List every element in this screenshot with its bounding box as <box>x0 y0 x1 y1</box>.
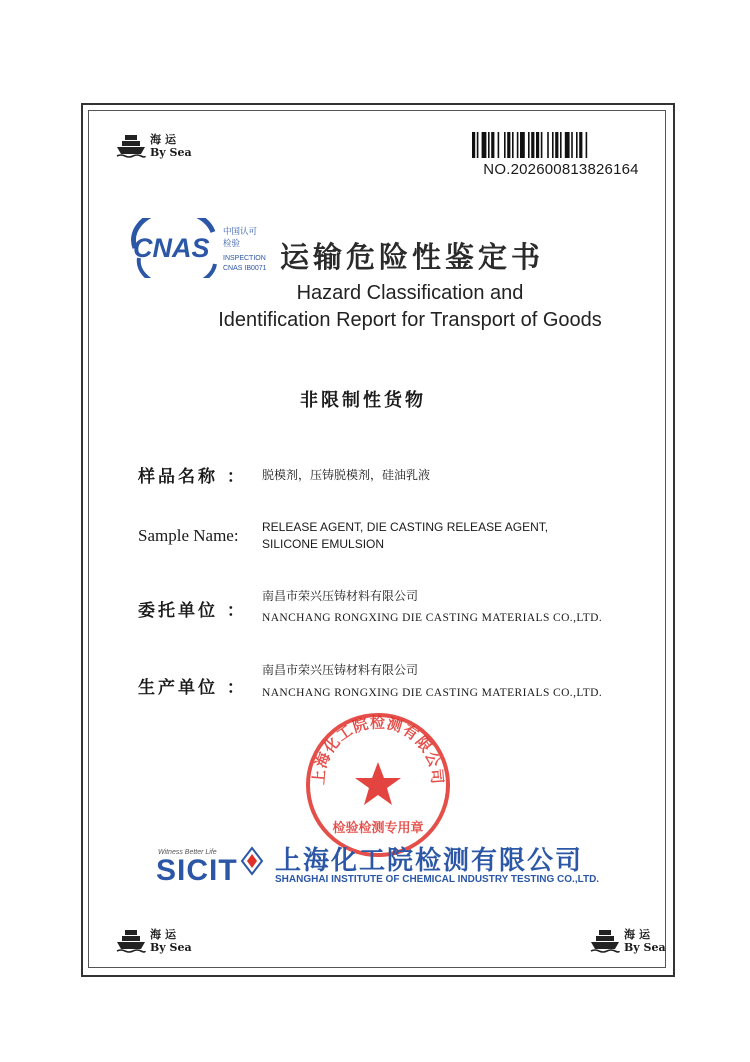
barcode-bar <box>472 132 475 158</box>
barcode-bar <box>576 132 578 158</box>
barcode-bar <box>541 132 543 158</box>
ship-icon <box>116 928 146 954</box>
client-value-cn: 南昌市荣兴压铸材料有限公司 <box>262 589 419 603</box>
barcode-bar <box>488 132 490 158</box>
official-seal <box>303 710 453 860</box>
client-value-en: NANCHANG RONGXING DIE CASTING MATERIALS CO.,LTD. <box>262 612 603 624</box>
report-number: NO.202600813826164 <box>483 161 639 178</box>
title-chinese: 运输危险性鉴定书 <box>280 240 545 274</box>
title-english <box>150 280 670 334</box>
transport-en: By Sea <box>150 146 192 159</box>
cnas-line3: INSPECTION <box>223 255 266 262</box>
barcode-bar <box>579 132 582 158</box>
barcode-bar <box>552 132 554 158</box>
cnas-logo-text: CNAS <box>133 233 210 263</box>
sample-value-cn: 脱模剂，压铸脱模剂，硅油乳液 <box>262 468 431 482</box>
manufacturer-label-cn: 生产单位 ： <box>138 678 247 698</box>
barcode-bar <box>560 132 562 158</box>
sample-label-en: Sample Name: <box>138 526 239 545</box>
cnas-line1: 中国认可 <box>223 227 258 237</box>
sicit-wordmark: SICIT <box>156 854 238 887</box>
transport-cn: 海运 <box>150 133 180 146</box>
barcode-bar <box>547 132 549 158</box>
sample-label-cn: 样品名称 ： <box>138 467 247 487</box>
barcode-bar <box>498 132 500 158</box>
barcode-bar <box>491 132 494 158</box>
institute-name-en: SHANGHAI INSTITUTE OF CHEMICAL INDUSTRY TESTING CO.,LTD. <box>275 874 600 885</box>
barcode-bar <box>586 132 588 158</box>
title-english-line1: Hazard Classification and <box>296 282 524 304</box>
transport-mark-top-left <box>116 133 192 159</box>
manufacturer-value-en: NANCHANG RONGXING DIE CASTING MATERIALS CO.,LTD. <box>262 687 603 699</box>
barcode-bar <box>512 132 514 158</box>
barcode-bar <box>571 132 573 158</box>
barcode-bar <box>520 132 525 158</box>
barcode-bar <box>477 132 479 158</box>
barcode-bar <box>504 132 506 158</box>
classification-result: 非限制性货物 <box>300 390 426 411</box>
barcode-bar <box>565 132 570 158</box>
manufacturer-value-cn: 南昌市荣兴压铸材料有限公司 <box>262 663 419 677</box>
sicit-mark-icon <box>240 846 264 876</box>
cnas-logo <box>129 218 277 278</box>
barcode-image <box>472 132 650 158</box>
barcode-bar <box>536 132 539 158</box>
sicit-tagline: Witness Better Life <box>158 849 217 856</box>
barcode-bar <box>531 132 534 158</box>
barcode-bar <box>482 132 487 158</box>
transport-mark-bottom-left <box>116 928 192 954</box>
barcode-bar <box>555 132 558 158</box>
star-icon <box>355 762 401 805</box>
cnas-line2: 检验 <box>223 239 241 249</box>
barcode-bar <box>507 132 510 158</box>
ship-icon <box>590 928 620 954</box>
seal-bottom-text: 检验检测专用章 <box>332 821 424 836</box>
cnas-line4: CNAS IB0071 <box>223 265 267 272</box>
title-english-line2: Identification Report for Transport of Goods <box>218 309 602 331</box>
sample-value-en: RELEASE AGENT, DIE CASTING RELEASE AGENT, SILICONE EMULSION <box>262 520 549 551</box>
institute-name-cn: 上海化工院检测有限公司 <box>275 846 584 876</box>
transport-en: By Sea <box>624 941 666 954</box>
seal-arc-text: 上海化工院检测有限公司 <box>309 713 447 786</box>
barcode-bar <box>517 132 519 158</box>
transport-cn: 海运 <box>624 928 654 941</box>
client-label-cn: 委托单位 ： <box>138 601 247 621</box>
transport-en: By Sea <box>150 941 192 954</box>
barcode-bar <box>528 132 530 158</box>
transport-cn: 海运 <box>150 928 180 941</box>
ship-icon <box>116 133 146 159</box>
transport-mark-bottom-right <box>590 928 666 954</box>
